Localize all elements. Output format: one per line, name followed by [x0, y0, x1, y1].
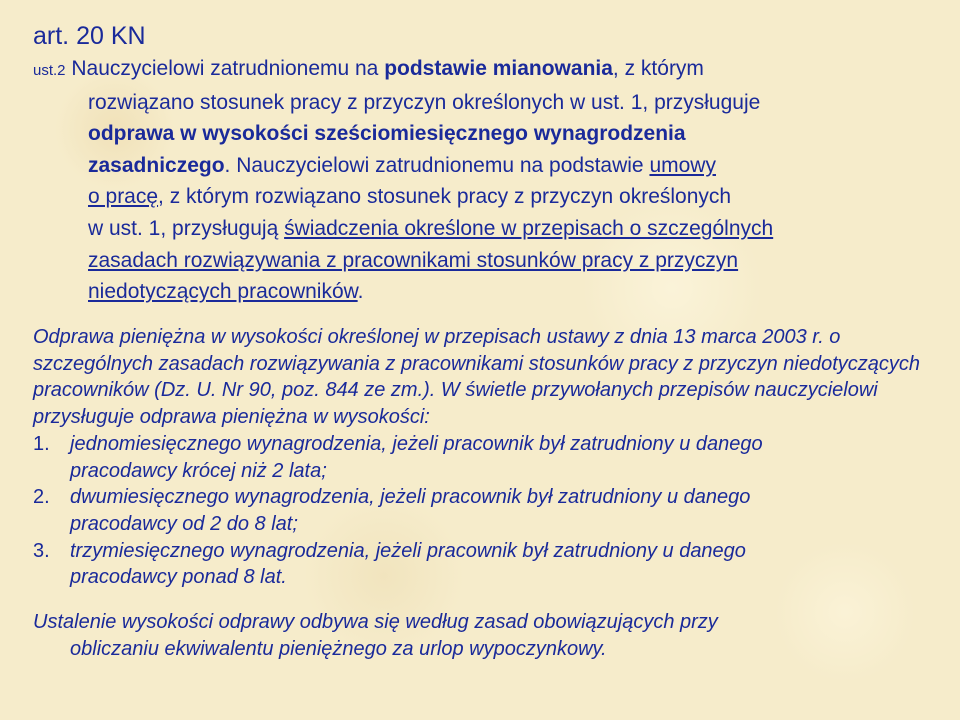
ustalenie-paragraph — [33, 609, 938, 662]
line-3: odprawa w wysokości sześciomiesięcznego wynagrodzenia — [88, 122, 686, 146]
line-8: niedotyczących pracowników. — [88, 280, 364, 304]
line-6: w ust. 1, przysługują świadczenia określone w przepisach o szczególnych — [88, 216, 774, 240]
ustalenie-line-2: obliczaniu ekwiwalentu pieniężnego za urlop wypoczynkowy. — [70, 637, 607, 660]
ust-label: ust.2 — [33, 62, 66, 79]
list-number: 3. — [33, 539, 50, 562]
article-paragraph — [33, 53, 933, 308]
list-item: 3. trzymiesięcznego wynagrodzenia, jeżeli pracownik był zatrudniony u danego pracodawcy ponad 8 lat. — [33, 538, 938, 591]
line-4: zasadniczego. Nauczycielowi zatrudnionemu na podstawie umowy — [88, 153, 716, 177]
line-7: zasadach rozwiązywania z pracownikami stosunków pracy z przyczyn — [88, 248, 739, 272]
list-number: 1. — [33, 432, 50, 455]
ustalenie-line-1: Ustalenie wysokości odprawy odbywa się według zasad obowiązujących przy — [33, 611, 718, 633]
odprawa-paragraph — [33, 324, 938, 591]
list-item: 2. dwumiesięcznego wynagrodzenia, jeżeli pracownik był zatrudniony u danego pracodawcy od 2 do 8 lat; — [33, 484, 938, 537]
list-item: 1. jednomiesięcznego wynagrodzenia, jeżeli pracownik był zatrudniony u danego pracodawcy krócej niż 2 lata; — [33, 431, 938, 484]
line-1: ust.2 Nauczycielowi zatrudnionemu na podstawie mianowania, z którym — [33, 57, 704, 80]
list-number: 2. — [33, 486, 50, 509]
odprawa-intro: Odprawa pieniężna w wysokości określonej w przepisach ustawy z dnia 13 marca 2003 r. o szczególnych zasadach rozwiązywania z pracownikami stosunków pracy z przyczyn niedotyczących pracowników (Dz. U. Nr 90, poz. 844 ze zm.). W świetle przywołanych przepisów nauczycielowi przysługuje odprawa pieniężna w wysokości: — [33, 326, 921, 429]
line-5: o pracę, z którym rozwiązano stosunek pracy z przyczyn określonych — [88, 185, 732, 209]
slide-title: art. 20 KN — [33, 22, 146, 50]
line-2: rozwiązano stosunek pracy z przyczyn określonych w ust. 1, przysługuje — [88, 90, 761, 114]
